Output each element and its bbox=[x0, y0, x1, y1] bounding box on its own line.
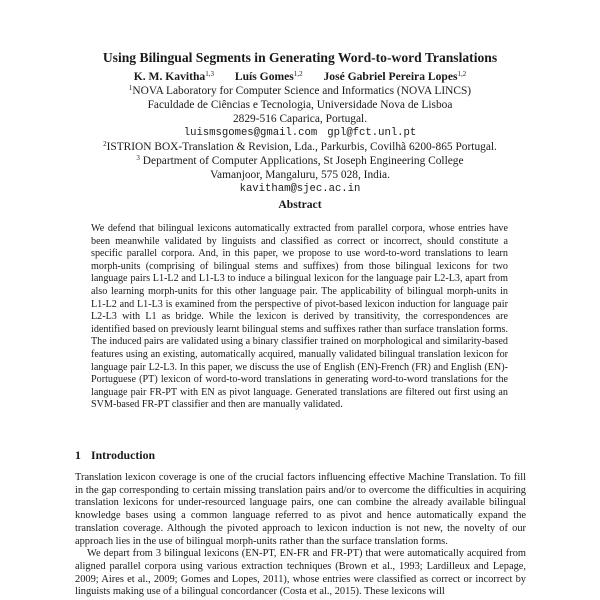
author-3 bbox=[323, 70, 466, 83]
author-1 bbox=[134, 70, 214, 83]
email-gomes[interactable]: luismsgomes@gmail.com bbox=[183, 127, 318, 139]
section-number: 1 bbox=[75, 448, 81, 462]
affiliation-text: Department of Computer Applications, St Joseph Engineering College bbox=[142, 155, 464, 167]
affiliation-text: ISTRION BOX-Translation & Revision, Lda., Parkurbis, Covilhã 6200-865 Portugal. bbox=[106, 141, 497, 153]
author-2 bbox=[235, 70, 303, 83]
affiliation-1-line-1 bbox=[0, 84, 600, 98]
affiliation-3-line-1 bbox=[0, 154, 600, 168]
intro-paragraph-2: We depart from 3 bilingual lexicons (EN-PT, EN-FR and FR-PT) that were automatically acquired from aligned parallel corpora using various extraction techniques (Brown et al., 1993; Lardilleux and Lepage, 2009; Aires et al., 2009; Gomes and Lopes, 2011), whose entries were classified as correct or incorrect by linguists making use of a bilingual concordancer (Costa et al., 2015). These lexicons will bbox=[75, 548, 526, 598]
affiliation-2-line-1 bbox=[0, 140, 600, 154]
abstract-text: We defend that bilingual lexicons automatically extracted from parallel corpora, whose entries have been meanwhile validated by linguists and classified as correct or incorrect, should constitute a specific parallel corpora. And, in this paper, we propose to use word-to-word translations to learn morph-units (comprising of bilingual stems and suffixes) from those bilingual lexicons for two language pairs L1-L2 and L1-L3 to induce a bilingual lexicon for the language pair L2-L3, apart from also learning morph-units for this other language pair. The applicability of bilingual morph-units in L1-L2 and L1-L3 is examined from the perspective of pivot-based lexicon induction for language pair L2-L3 with L1 as bridge. While the lexicon is derived by transitivity, the correspondences are identified based on previously learnt bilingual stems and suffixes rather than surface translation forms. The induced pairs are validated using a binary classifier trained on morphological and similarity-based features using an existing, automatically acquired, manually validated bilingual translation lexicon for language pair L2-L3. In this paper, we discuss the use of English (EN)-French (FR) and English (EN)-Portuguese (PT) lexicon of word-to-word translations in generating word-to-word translations for the language pair FR-PT with EN as pivot language. Generated translations are filtered out first using an SVM-based FR-PT classifier and then are manually validated. bbox=[91, 223, 508, 411]
email-lopes[interactable]: gpl@fct.unl.pt bbox=[327, 127, 417, 139]
paper-title: Using Bilingual Segments in Generating Word-to-word Translations bbox=[102, 50, 498, 65]
email-line-1 bbox=[0, 126, 600, 140]
affiliation-mark: 3 bbox=[136, 154, 140, 162]
author-list bbox=[0, 70, 600, 84]
author-name: José Gabriel Pereira Lopes bbox=[323, 70, 458, 83]
section-title: Introduction bbox=[91, 448, 156, 462]
intro-paragraph-1: Translation lexicon coverage is one of the crucial factors influencing effective Machine Translation. To fill in the gap corresponding to certain missing translation pairs and/or to overcome the difficulties in acquiring translation lexicons for under-resourced language pairs, one can combine the already available bilingual knowledge bases using a common language referred to as pivot and hence automatically expand the translation coverage. Although the pivoted approach to lexicon induction is not new, the novelty of our approach lies in the use of bilingual morph-units rather than the surface translation forms. bbox=[75, 472, 526, 547]
affiliation-1-line-2: Faculdade de Ciências e Tecnologia, Universidade Nova de Lisboa bbox=[147, 99, 453, 111]
section-heading bbox=[75, 448, 155, 462]
author-affiliation-mark: 1,2 bbox=[457, 70, 467, 78]
affiliation-mark: 1 bbox=[128, 84, 133, 92]
affiliation-text: NOVA Laboratory for Computer Science and Informatics (NOVA LINCS) bbox=[132, 85, 472, 97]
affiliation-mark: 2 bbox=[103, 140, 107, 148]
author-affiliation-mark: 1,2 bbox=[293, 70, 303, 78]
author-affiliation-mark: 1,3 bbox=[205, 70, 214, 78]
email-kavitha[interactable]: kavitham@sjec.ac.in bbox=[239, 183, 361, 195]
email-line-2 bbox=[0, 182, 600, 196]
author-name: K. M. Kavitha bbox=[133, 70, 206, 83]
author-name: Luís Gomes bbox=[234, 70, 294, 83]
affiliation-3-line-2: Vamanjoor, Mangaluru, 575 028, India. bbox=[210, 169, 390, 181]
abstract-heading: Abstract bbox=[278, 198, 322, 211]
affiliation-1-line-3: 2829-516 Caparica, Portugal. bbox=[232, 113, 368, 125]
introduction-body bbox=[75, 472, 526, 599]
